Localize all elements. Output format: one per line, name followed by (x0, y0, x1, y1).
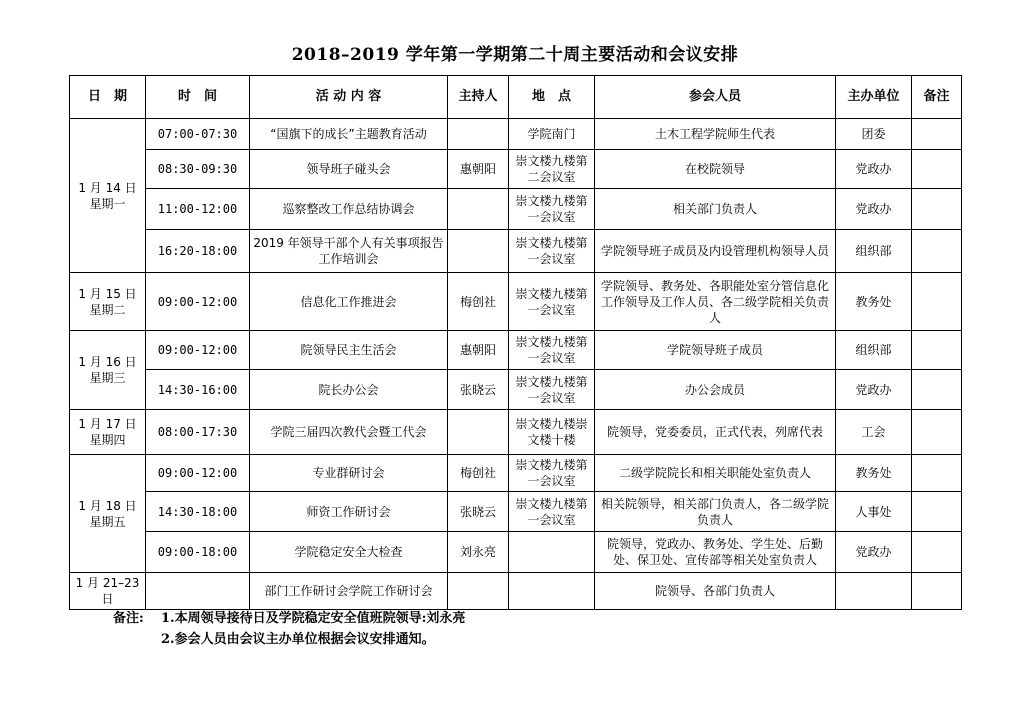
remark-cell (912, 119, 962, 150)
place-cell: 崇文楼九楼第一会议室 (509, 230, 595, 273)
table-row (70, 189, 962, 230)
remark-cell (912, 150, 962, 189)
note-line-2: 2.参会人员由会议主办单位根据会议安排通知。 (161, 632, 435, 647)
schedule-table (69, 75, 962, 610)
note-line-1 (113, 608, 465, 629)
content-cell: 2019 年领导干部个人有关事项报告工作培训会 (250, 230, 448, 273)
host-cell: 惠朝阳 (448, 331, 509, 370)
place-cell: 崇文楼九楼第一会议室 (509, 370, 595, 410)
date-label: 1 月 15 日 (78, 286, 137, 301)
notes-section (113, 608, 465, 650)
time-cell: 08:00-17:30 (146, 410, 250, 455)
table-row (70, 273, 962, 331)
remark-cell (912, 230, 962, 273)
organizer-cell: 教务处 (836, 455, 912, 492)
date-label: 1 月 16 日 (78, 355, 137, 369)
content-cell: “国旗下的成长”主题教育活动 (250, 119, 448, 150)
place-cell: 崇文楼九楼第一会议室 (509, 189, 595, 230)
date-cell (70, 119, 146, 273)
time-cell: 16:20-18:00 (146, 230, 250, 273)
date-cell (70, 273, 146, 331)
organizer-cell: 党政办 (836, 150, 912, 189)
header-date: 日 期 (70, 76, 146, 119)
content-cell: 信息化工作推进会 (250, 273, 448, 331)
date-cell (70, 410, 146, 455)
content-cell: 部门工作研讨会学院工作研讨会 (250, 573, 448, 610)
table-row (70, 410, 962, 455)
attendees-cell: 学院领导班子成员 (595, 331, 836, 370)
remark-cell (912, 573, 962, 610)
organizer-cell: 党政办 (836, 189, 912, 230)
remark-cell (912, 273, 962, 331)
time-cell: 09:00-12:00 (146, 331, 250, 370)
time-cell (146, 573, 250, 610)
table-row (70, 455, 962, 492)
host-cell (448, 573, 509, 610)
place-cell: 崇文楼九楼第一会议室 (509, 455, 595, 492)
content-cell: 领导班子碰头会 (250, 150, 448, 189)
time-cell: 14:30-16:00 (146, 370, 250, 410)
content-cell: 院领导民主生活会 (250, 331, 448, 370)
attendees-cell: 相关部门负责人 (595, 189, 836, 230)
header-host: 主持人 (448, 76, 509, 119)
content-cell: 师资工作研讨会 (250, 492, 448, 532)
date-cell (70, 331, 146, 410)
host-cell: 梅创社 (448, 455, 509, 492)
date-label: 1 月 21–23 (75, 576, 140, 590)
content-cell: 专业群研讨会 (250, 455, 448, 492)
host-cell: 刘永亮 (448, 532, 509, 573)
table-row (70, 573, 962, 610)
attendees-cell: 二级学院院长和相关职能处室负责人 (595, 455, 836, 492)
table-row (70, 370, 962, 410)
header-organizer: 主办单位 (836, 76, 912, 119)
content-cell: 院长办公会 (250, 370, 448, 410)
host-cell (448, 410, 509, 455)
host-cell: 张晓云 (448, 370, 509, 410)
attendees-cell: 办公会成员 (595, 370, 836, 410)
date-cell (70, 455, 146, 573)
time-cell: 14:30-18:00 (146, 492, 250, 532)
remark-cell (912, 455, 962, 492)
place-cell: 学院南门 (509, 119, 595, 150)
remark-cell (912, 492, 962, 532)
remark-cell (912, 532, 962, 573)
header-time: 时 间 (146, 76, 250, 119)
attendees-cell: 相关院领导，相关部门负责人，各二级学院负责人 (595, 492, 836, 532)
time-cell: 08:30-09:30 (146, 150, 250, 189)
remark-cell (912, 410, 962, 455)
weekday-label: 星期五 (89, 514, 126, 529)
host-cell (448, 230, 509, 273)
organizer-cell: 人事处 (836, 492, 912, 532)
content-cell: 巡察整改工作总结协调会 (250, 189, 448, 230)
header-remark: 备注 (912, 76, 962, 119)
attendees-cell: 院领导，党政办、教务处、学生处、后勤处、保卫处、宣传部等相关处室负责人 (595, 532, 836, 573)
organizer-cell: 党政办 (836, 532, 912, 573)
organizer-cell: 教务处 (836, 273, 912, 331)
place-cell (509, 532, 595, 573)
attendees-cell: 院领导、各部门负责人 (595, 573, 836, 610)
date-label: 1 月 18 日 (78, 498, 137, 513)
content-cell: 学院稳定安全大检查 (250, 532, 448, 573)
table-row (70, 331, 962, 370)
header-content: 活 动 内 容 (250, 76, 448, 119)
host-cell (448, 189, 509, 230)
date-cell (70, 573, 146, 610)
weekday-label: 星期四 (89, 433, 126, 447)
date-label: 1 月 17 日 (78, 417, 137, 431)
organizer-cell: 团委 (836, 119, 912, 150)
notes-label: 备注: (113, 611, 144, 626)
host-cell (448, 119, 509, 150)
remark-cell (912, 370, 962, 410)
table-row (70, 230, 962, 273)
time-cell: 11:00-12:00 (146, 189, 250, 230)
attendees-cell: 院领导，党委委员，正式代表，列席代表 (595, 410, 836, 455)
remark-cell (912, 189, 962, 230)
organizer-cell: 工会 (836, 410, 912, 455)
organizer-cell: 组织部 (836, 230, 912, 273)
header-row (70, 76, 962, 119)
place-cell: 崇文楼九楼第一会议室 (509, 492, 595, 532)
content-cell: 学院三届四次教代会暨工代会 (250, 410, 448, 455)
host-cell: 惠朝阳 (448, 150, 509, 189)
time-cell: 09:00-18:00 (146, 532, 250, 573)
table-row (70, 532, 962, 573)
table-row (70, 119, 962, 150)
attendees-cell: 学院领导班子成员及内设管理机构领导人员 (595, 230, 836, 273)
weekday-label: 星期一 (89, 196, 126, 211)
table-row (70, 492, 962, 532)
place-cell: 崇文楼九楼第二会议室 (509, 150, 595, 189)
place-cell (509, 573, 595, 610)
attendees-cell: 学院领导、教务处、各职能处室分管信息化工作领导及工作人员、各二级学院相关负责人 (595, 273, 836, 331)
page-title: 2018–2019 学年第一学期第二十周主要活动和会议安排 (291, 45, 739, 65)
place-cell: 崇文楼九楼第一会议室 (509, 273, 595, 331)
time-cell: 09:00-12:00 (146, 273, 250, 331)
host-cell: 张晓云 (448, 492, 509, 532)
weekday-label: 星期三 (89, 371, 126, 385)
weekday-label: 星期二 (89, 302, 126, 317)
note-text-1: 1.本周领导接待日及学院稳定安全值班院领导:刘永亮 (161, 611, 466, 626)
table-row (70, 150, 962, 189)
weekday-label: 日 (101, 592, 114, 606)
header-attendees: 参会人员 (595, 76, 836, 119)
organizer-cell: 党政办 (836, 370, 912, 410)
time-cell: 07:00-07:30 (146, 119, 250, 150)
remark-cell (912, 331, 962, 370)
organizer-cell (836, 573, 912, 610)
date-label: 1 月 14 日 (78, 180, 137, 195)
place-cell: 崇文楼九楼第一会议室 (509, 331, 595, 370)
organizer-cell: 组织部 (836, 331, 912, 370)
time-cell: 09:00-12:00 (146, 455, 250, 492)
attendees-cell: 在校院领导 (595, 150, 836, 189)
attendees-cell: 土木工程学院师生代表 (595, 119, 836, 150)
place-cell: 崇文楼九楼崇文楼十楼 (509, 410, 595, 455)
header-place: 地 点 (509, 76, 595, 119)
host-cell: 梅创社 (448, 273, 509, 331)
